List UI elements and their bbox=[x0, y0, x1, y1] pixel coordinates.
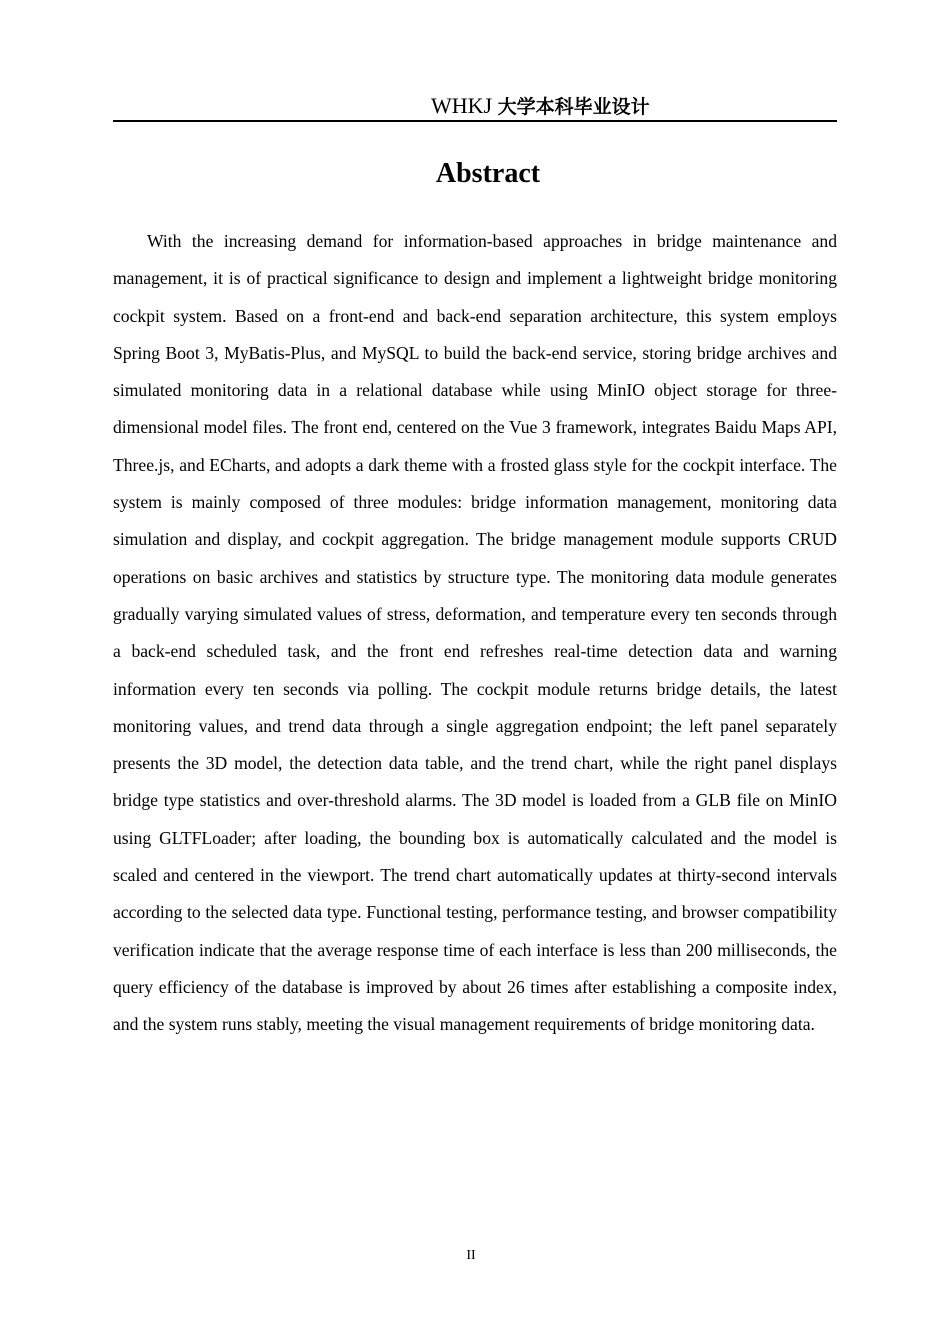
running-header-text bbox=[431, 92, 650, 121]
page-number: II bbox=[466, 1248, 476, 1263]
running-header bbox=[113, 92, 837, 122]
header-institution: WHKJ bbox=[431, 93, 493, 118]
header-subtitle: 大学本科毕业设计 bbox=[497, 96, 650, 118]
abstract-paragraph: With the increasing demand for information-based approaches in bridge maintenance and management, it is of practical significance to design and implement a lightweight bridge monitoring cockpit system. Based on a front-end and back-end separation architecture, this system employs Spring Boot 3, MyBatis-Plus, and MySQL to build the back-end service, storing bridge archives and simulated monitoring data in a relational database while using MinIO object storage for three-dimensional model files. The front end, centered on the Vue 3 framework, integrates Baidu Maps API, Three.js, and ECharts, and adopts a dark theme with a frosted glass style for the cockpit interface. The system is mainly composed of three modules: bridge information management, monitoring data simulation and display, and cockpit aggregation. The bridge management module supports CRUD operations on basic archives and statistics by structure type. The monitoring data module generates gradually varying simulated values of stress, deformation, and temperature every ten seconds through a back-end scheduled task, and the front end refreshes real-time detection data and warning information every ten seconds via polling. The cockpit module returns bridge details, the latest monitoring values, and trend data through a single aggregation endpoint; the left panel separately presents the 3D model, the detection data table, and the trend chart, while the right panel displays bridge type statistics and over-threshold alarms. The 3D model is loaded from a GLB file on MinIO using GLTFLoader; after loading, the bounding box is automatically calculated and the model is scaled and centered in the viewport. The trend chart automatically updates at thirty-second intervals according to the selected data type. Functional testing, performance testing, and browser compatibility verification indicate that the average response time of each interface is less than 200 milliseconds, the query efficiency of the database is improved by about 26 times after establishing a composite index, and the system runs stably, meeting the visual management requirements of bridge monitoring data. bbox=[113, 231, 837, 1035]
section-title: Abstract bbox=[435, 158, 541, 189]
